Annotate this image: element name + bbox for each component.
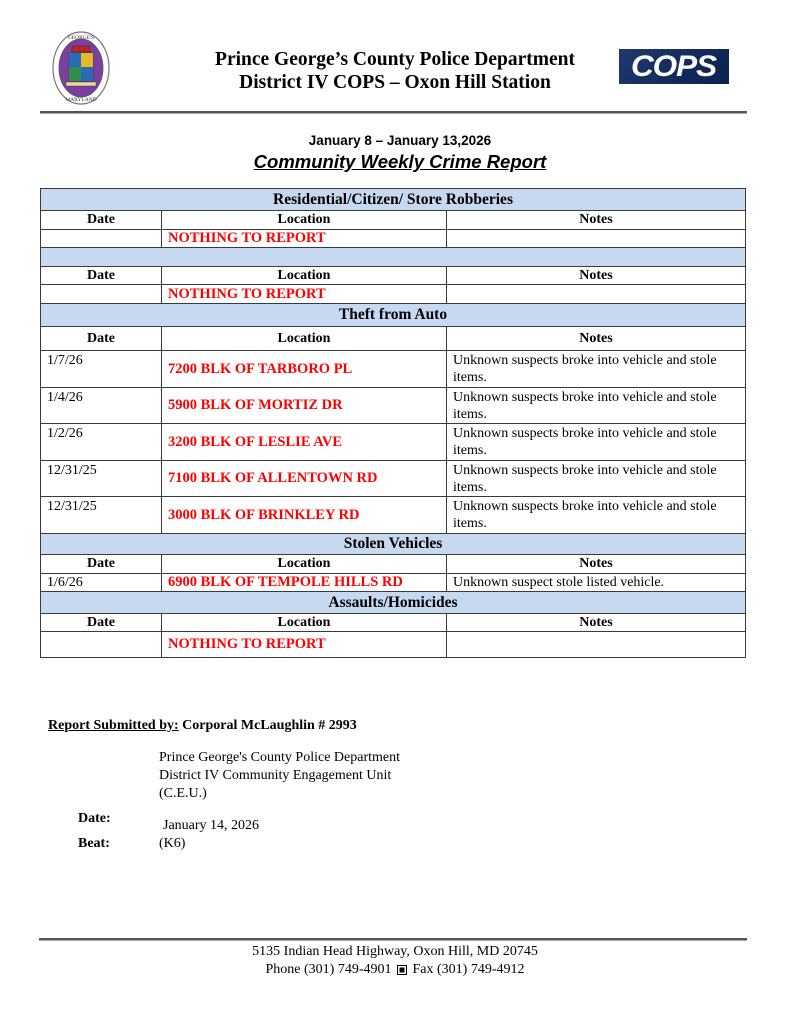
cops-logo-text: COPS <box>631 49 717 83</box>
footer-phone: Phone (301) 749-4901 <box>265 962 392 977</box>
table-row <box>41 351 746 388</box>
date-column-header: Date <box>41 614 162 632</box>
section-header-theft-from-auto: Theft from Auto <box>41 304 746 327</box>
date-column-header: Date <box>41 267 162 285</box>
submitted-by-label: Report Submitted by: <box>48 718 179 733</box>
section-header-robberies: Residential/Citizen/ Store Robberies <box>41 189 746 211</box>
notes-cell: Unknown suspects broke into vehicle and stole items. <box>447 388 746 424</box>
notes-cell <box>447 632 746 658</box>
page-header-title <box>150 48 640 94</box>
table-row <box>41 388 746 424</box>
location-cell: 7200 BLK OF TARBORO PL <box>162 351 447 388</box>
date-column-header: Date <box>41 555 162 574</box>
location-column-header: Location <box>162 267 447 285</box>
location-column-header: Location <box>162 327 447 351</box>
table-row <box>41 230 746 248</box>
location-cell: NOTHING TO REPORT <box>162 230 447 248</box>
notes-cell: Unknown suspects broke into vehicle and stole items. <box>447 351 746 388</box>
location-cell: NOTHING TO REPORT <box>162 632 447 658</box>
organization-block <box>159 749 400 803</box>
footer-fax: Fax (301) 749-4912 <box>412 962 525 977</box>
date-column-header: Date <box>41 211 162 230</box>
crime-report-table <box>40 188 746 658</box>
notes-cell: Unknown suspects broke into vehicle and stole items. <box>447 497 746 534</box>
column-header-row <box>41 555 746 574</box>
date-value: January 14, 2026 <box>163 818 260 833</box>
org-line-1: Prince George's County Police Department <box>159 750 400 765</box>
date-cell <box>41 230 162 248</box>
org-line-2: District IV Community Engagement Unit <box>159 768 392 783</box>
table-row <box>41 285 746 304</box>
footer-address: 5135 Indian Head Highway, Oxon Hill, MD 20745 <box>252 944 538 959</box>
table-row <box>41 424 746 461</box>
notes-column-header: Notes <box>447 267 746 285</box>
date-cell: 1/6/26 <box>41 574 162 592</box>
square-bullet-icon <box>397 965 407 975</box>
notes-cell <box>447 285 746 304</box>
beat-label: Beat: <box>78 836 110 851</box>
notes-cell <box>447 230 746 248</box>
date-cell: 12/31/25 <box>41 497 162 534</box>
location-cell: 3200 BLK OF LESLIE AVE <box>162 424 447 461</box>
column-header-row <box>41 267 746 285</box>
column-header-row <box>41 211 746 230</box>
notes-column-header: Notes <box>447 555 746 574</box>
section-header-assaults-homicides: Assaults/Homicides <box>41 592 746 614</box>
table-row <box>41 632 746 658</box>
table-row <box>41 497 746 534</box>
column-header-row <box>41 327 746 351</box>
date-cell: 12/31/25 <box>41 461 162 497</box>
date-label: Date: <box>78 811 111 826</box>
report-date-range: January 8 – January 13,2026 <box>308 133 492 148</box>
notes-cell: Unknown suspects broke into vehicle and stole items. <box>447 461 746 497</box>
date-column-header: Date <box>41 327 162 351</box>
date-cell: 1/2/26 <box>41 424 162 461</box>
footer <box>150 943 640 979</box>
report-title: Community Weekly Crime Report <box>253 151 547 172</box>
location-column-header: Location <box>162 614 447 632</box>
location-column-header: Location <box>162 555 447 574</box>
footer-contact <box>150 961 640 979</box>
cops-logo-icon <box>619 49 729 84</box>
date-cell <box>41 632 162 658</box>
table-row <box>41 461 746 497</box>
location-cell: 3000 BLK OF BRINKLEY RD <box>162 497 447 534</box>
notes-cell: Unknown suspects broke into vehicle and stole items. <box>447 424 746 461</box>
location-cell: 5900 BLK OF MORTIZ DR <box>162 388 447 424</box>
location-cell: 7100 BLK OF ALLENTOWN RD <box>162 461 447 497</box>
date-cell <box>41 285 162 304</box>
org-line-3: (C.E.U.) <box>159 786 207 801</box>
notes-column-header: Notes <box>447 211 746 230</box>
beat-value: (K6) <box>159 836 186 851</box>
section-header-blank <box>41 248 746 267</box>
footer-divider <box>39 938 747 940</box>
location-cell: NOTHING TO REPORT <box>162 285 447 304</box>
officer-name: Corporal McLaughlin # 2993 <box>182 718 357 733</box>
station-name: District IV COPS – Oxon Hill Station <box>239 72 551 93</box>
submitted-by <box>48 718 357 734</box>
column-header-row <box>41 614 746 632</box>
location-cell: 6900 BLK OF TEMPOLE HILLS RD <box>162 574 447 592</box>
date-cell: 1/7/26 <box>41 351 162 388</box>
department-name: Prince George’s County Police Department <box>215 49 575 70</box>
date-cell: 1/4/26 <box>41 388 162 424</box>
notes-cell: Unknown suspect stole listed vehicle. <box>447 574 746 592</box>
svg-text:MARYLAND: MARYLAND <box>65 97 97 103</box>
svg-text:GEORGE'S: GEORGE'S <box>67 35 95 41</box>
section-header-stolen-vehicles: Stolen Vehicles <box>41 534 746 555</box>
location-column-header: Location <box>162 211 447 230</box>
county-seal-icon <box>52 31 110 105</box>
header-divider <box>40 111 747 113</box>
notes-column-header: Notes <box>447 327 746 351</box>
notes-column-header: Notes <box>447 614 746 632</box>
table-row <box>41 574 746 592</box>
